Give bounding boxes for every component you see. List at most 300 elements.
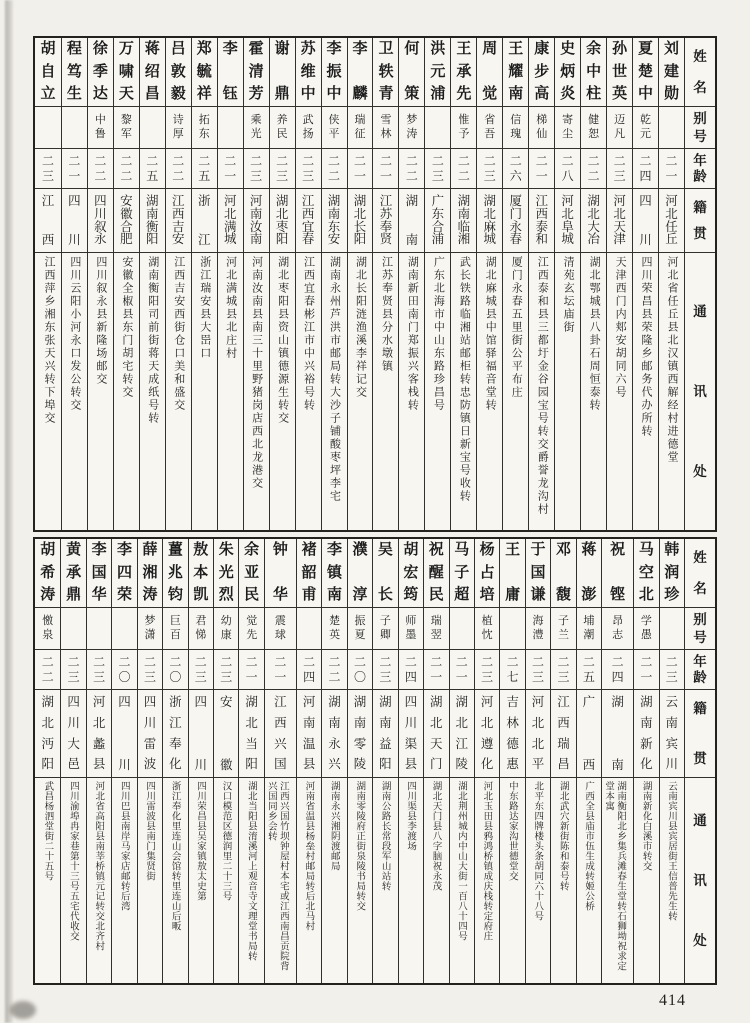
person-address: 湖北当阳县淯溪河上观音寺文理堂书局转 bbox=[245, 781, 256, 961]
person-age: 二 一 bbox=[265, 649, 296, 689]
person-native-place: 厦 门 永 春 bbox=[503, 188, 528, 252]
person-name: 祝 铿 bbox=[610, 542, 626, 603]
person-column bbox=[606, 38, 632, 530]
person-column bbox=[139, 38, 165, 530]
person-alias bbox=[450, 607, 474, 649]
person-age: 二 一 bbox=[450, 649, 474, 689]
person-address-cell bbox=[348, 252, 373, 530]
person-address-cell bbox=[577, 777, 601, 983]
person-name: 李 麟 bbox=[352, 41, 368, 102]
person-age: 二 一 bbox=[659, 148, 684, 188]
person-column bbox=[35, 38, 61, 530]
person-age: 二 四 bbox=[297, 649, 321, 689]
person-alias: 子 兰 bbox=[551, 607, 575, 649]
person-alias: 乾 元 bbox=[633, 106, 658, 148]
person-address-cell bbox=[399, 252, 424, 530]
person-alias: 黎 军 bbox=[114, 106, 139, 148]
person-native-place: 湖 北 沔 阳 bbox=[35, 689, 60, 777]
person-native-place: 河 北 任 丘 bbox=[659, 188, 684, 252]
person-address: 四川叙永县新隆场邮交 bbox=[94, 256, 107, 386]
person-alias: 梦 涛 bbox=[399, 106, 424, 148]
person-native-place: 河 南 温 县 bbox=[297, 689, 321, 777]
person-address: 河北省高阳县南莘桥镇元记转交北齐村 bbox=[93, 781, 104, 951]
person-native-place: 四 川 bbox=[112, 689, 136, 777]
person-column bbox=[113, 38, 139, 530]
person-name: 敖 本 凯 bbox=[193, 542, 209, 603]
person-address-cell bbox=[424, 777, 448, 983]
person-column bbox=[398, 539, 423, 983]
person-address-cell bbox=[239, 777, 263, 983]
person-column bbox=[424, 38, 450, 530]
directory-sheet bbox=[33, 36, 717, 985]
person-alias: 迈 凡 bbox=[607, 106, 632, 148]
person-alias bbox=[659, 106, 684, 148]
person-address-cell bbox=[551, 777, 575, 983]
person-alias: 楚 英 bbox=[322, 607, 346, 649]
person-name: 夏 楚 中 bbox=[638, 41, 654, 102]
person-column bbox=[554, 38, 580, 530]
person-age: 二 三 bbox=[214, 649, 238, 689]
person-column bbox=[580, 38, 606, 530]
person-address-cell bbox=[475, 777, 499, 983]
person-alias: 诗 厚 bbox=[166, 106, 191, 148]
person-age: 二 〇 bbox=[163, 649, 187, 689]
person-age: 二 一 bbox=[348, 148, 373, 188]
person-address: 湖南新化白溪市转交 bbox=[640, 781, 651, 871]
person-column bbox=[188, 539, 213, 983]
directory-table-top bbox=[33, 36, 717, 532]
person-native-place: 四 川 bbox=[189, 689, 213, 777]
person-column bbox=[321, 539, 346, 983]
person-name: 杨 占 培 bbox=[479, 542, 495, 603]
person-column bbox=[576, 539, 601, 983]
person-name: 钟 华 bbox=[272, 542, 288, 603]
person-address: 安徽全椒县东门胡宅转交 bbox=[120, 256, 133, 399]
row-label-name: 姓 名 bbox=[693, 550, 707, 596]
person-native-place: 云 南 宾 川 bbox=[660, 689, 684, 777]
row-label-native-place: 籍 贯 bbox=[685, 689, 715, 777]
person-alias: 植 忱 bbox=[475, 607, 499, 649]
person-name: 李 镇 南 bbox=[327, 542, 343, 603]
person-native-place: 安 徽 合 肥 bbox=[114, 188, 139, 252]
person-column bbox=[87, 38, 113, 530]
person-native-place: 四 川 bbox=[633, 188, 658, 252]
person-native-place: 湖 南 临 湘 bbox=[451, 188, 476, 252]
person-column bbox=[162, 539, 187, 983]
person-age: 二 三 bbox=[35, 148, 61, 188]
person-address: 湖南公路长常段军山站转 bbox=[379, 781, 390, 891]
person-address-cell bbox=[450, 777, 474, 983]
person-age: 二 二 bbox=[114, 148, 139, 188]
person-alias: 憿 泉 bbox=[35, 607, 60, 649]
person-age: 二 三 bbox=[87, 649, 111, 689]
person-age: 二 五 bbox=[140, 148, 165, 188]
person-age: 二 三 bbox=[270, 148, 295, 188]
person-name: 蒋 绍 昌 bbox=[144, 41, 160, 102]
person-age: 二 三 bbox=[244, 148, 269, 188]
person-age: 二 三 bbox=[607, 148, 632, 188]
person-address: 江西兴国竹坝钟屋村本宅或江西南昌贡院背兴国同乡会转 bbox=[265, 781, 288, 971]
person-age: 二 二 bbox=[581, 148, 606, 188]
person-age: 二 一 bbox=[424, 649, 448, 689]
person-native-place: 湖 北 长 阳 bbox=[348, 188, 373, 252]
person-alias: 中 鲁 bbox=[88, 106, 113, 148]
person-native-place: 江 西 泰 和 bbox=[529, 188, 554, 252]
person-column bbox=[165, 38, 191, 530]
person-address-cell bbox=[526, 777, 550, 983]
person-address-cell bbox=[500, 777, 524, 983]
person-column bbox=[295, 38, 321, 530]
person-name: 李 振 中 bbox=[326, 41, 342, 102]
person-native-place: 四 川 bbox=[62, 188, 87, 252]
person-column bbox=[423, 539, 448, 983]
person-address: 广东北海市中山东路珍昌号 bbox=[432, 256, 445, 412]
person-native-place: 安 徽 bbox=[214, 689, 238, 777]
person-address-cell bbox=[373, 252, 398, 530]
person-column bbox=[633, 539, 658, 983]
page-number: 414 bbox=[659, 992, 686, 1009]
person-address: 武昌杨泗堂街二十五号 bbox=[42, 781, 53, 881]
person-name: 黄 承 鼎 bbox=[66, 542, 82, 603]
person-address: 浙江奉化里连山会馆转里连山后畈 bbox=[169, 781, 180, 931]
person-alias: 子 卿 bbox=[373, 607, 397, 649]
person-alias: 昂 志 bbox=[602, 607, 633, 649]
person-column bbox=[347, 539, 372, 983]
person-name: 李 国 华 bbox=[91, 542, 107, 603]
person-age: 二 二 bbox=[166, 148, 191, 188]
person-address-cell bbox=[634, 777, 658, 983]
person-age: 二 四 bbox=[399, 649, 423, 689]
person-native-place: 湖 北 江 陵 bbox=[450, 689, 474, 777]
person-address-cell bbox=[163, 777, 187, 983]
person-address: 广西全县庙市伍生成转姬公桥 bbox=[583, 781, 594, 911]
person-native-place: 江 西 瑞 昌 bbox=[551, 689, 575, 777]
person-column bbox=[528, 38, 554, 530]
person-name: 胡 希 涛 bbox=[40, 542, 56, 603]
person-address-cell bbox=[297, 777, 321, 983]
person-address: 北平东四牌楼头条胡同六十八号 bbox=[532, 781, 543, 921]
person-name: 胡 自 立 bbox=[40, 41, 56, 102]
person-alias: 震 球 bbox=[265, 607, 296, 649]
person-alias bbox=[87, 607, 111, 649]
person-address: 河北省任丘县北汉镇西解经村进德堂 bbox=[665, 256, 678, 464]
person-column bbox=[61, 38, 87, 530]
person-column bbox=[499, 539, 524, 983]
person-address: 四川荣昌县吴家镇敖太史第 bbox=[195, 781, 206, 901]
person-address: 四川渝埠冉家巷第十三号五宅代收交 bbox=[67, 781, 78, 941]
person-alias bbox=[500, 607, 524, 649]
person-name: 王 庸 bbox=[505, 542, 521, 603]
person-address-cell bbox=[244, 252, 269, 530]
person-name: 孙 世 英 bbox=[612, 41, 628, 102]
scan-corner-smudge bbox=[10, 1001, 36, 1019]
person-address: 厦门永春五里街公平布庄 bbox=[510, 256, 523, 399]
row-label-alias: 别 号 bbox=[685, 106, 715, 148]
person-native-place: 湖 北 天 门 bbox=[424, 689, 448, 777]
person-alias: 乘 光 bbox=[244, 106, 269, 148]
person-column bbox=[191, 38, 217, 530]
person-alias bbox=[297, 607, 321, 649]
person-address: 天津西门内郏安胡同六号 bbox=[614, 256, 627, 399]
person-address-cell bbox=[138, 777, 162, 983]
person-age: 二 一 bbox=[634, 649, 658, 689]
person-age: 二 二 bbox=[451, 148, 476, 188]
person-alias bbox=[140, 106, 165, 148]
person-address-cell bbox=[114, 252, 139, 530]
person-alias: 侠 平 bbox=[322, 106, 347, 148]
person-column bbox=[243, 38, 269, 530]
person-column bbox=[550, 539, 575, 983]
person-column bbox=[372, 539, 397, 983]
person-address: 中东路达家沟世德堂交 bbox=[506, 781, 517, 881]
person-native-place: 河 北 遵 化 bbox=[475, 689, 499, 777]
person-native-place: 湖 北 麻 城 bbox=[477, 188, 502, 252]
person-age: 二 〇 bbox=[112, 649, 136, 689]
person-native-place: 浙 江 bbox=[192, 188, 217, 252]
person-address: 湖南永兴湘阴渡邮局 bbox=[328, 781, 339, 871]
person-alias bbox=[62, 106, 87, 148]
person-native-place: 河 北 北 平 bbox=[526, 689, 550, 777]
person-address: 河南省温县杨垒村邮局转后北马村 bbox=[303, 781, 314, 931]
person-address: 湖北武穴新街陈和泰号转 bbox=[557, 781, 568, 891]
person-address-cell bbox=[660, 777, 684, 983]
person-name: 史 炳 炎 bbox=[560, 41, 576, 102]
person-native-place: 吉 林 德 惠 bbox=[500, 689, 524, 777]
person-age: 二 五 bbox=[577, 649, 601, 689]
person-name: 褚 韶 甫 bbox=[301, 542, 317, 603]
person-address: 河北满城县北庄村 bbox=[224, 256, 237, 360]
person-column bbox=[60, 539, 85, 983]
person-address: 湖南新田南门郑振兴客栈转 bbox=[406, 256, 419, 412]
person-column bbox=[269, 38, 295, 530]
person-age: 二 三 bbox=[138, 649, 162, 689]
person-age: 二 二 bbox=[88, 148, 113, 188]
person-native-place: 江 西 宜 春 bbox=[296, 188, 321, 252]
person-column bbox=[659, 539, 684, 983]
row-label-column bbox=[684, 539, 715, 983]
person-native-place: 湖 南 东 安 bbox=[322, 188, 347, 252]
person-alias bbox=[660, 607, 684, 649]
person-alias: 巨 百 bbox=[163, 607, 187, 649]
person-native-place: 湖 北 大 冶 bbox=[581, 188, 606, 252]
person-address-cell bbox=[348, 777, 372, 983]
person-address: 清苑玄坛庙街 bbox=[562, 256, 575, 334]
person-column bbox=[525, 539, 550, 983]
person-name: 蒋 澎 bbox=[581, 542, 597, 603]
person-native-place: 四 川 雷 波 bbox=[138, 689, 162, 777]
person-address-cell bbox=[88, 252, 113, 530]
person-column bbox=[372, 38, 398, 530]
person-address: 四川巴县南岸马家店邮转后湾 bbox=[118, 781, 129, 911]
person-native-place: 江 西 bbox=[35, 188, 61, 252]
person-name: 康 步 高 bbox=[534, 41, 550, 102]
person-age: 二 三 bbox=[477, 148, 502, 188]
person-name: 邓 馥 bbox=[555, 542, 571, 603]
person-address-cell bbox=[35, 777, 60, 983]
person-age: 二 〇 bbox=[348, 649, 372, 689]
person-name: 洪 元 浦 bbox=[430, 41, 446, 102]
person-alias: 学 愚 bbox=[634, 607, 658, 649]
person-alias: 振 夏 bbox=[348, 607, 372, 649]
person-age: 二 二 bbox=[322, 148, 347, 188]
person-name: 李 四 荣 bbox=[117, 542, 133, 603]
person-age: 二 三 bbox=[526, 649, 550, 689]
person-age: 二 二 bbox=[399, 148, 424, 188]
person-address: 汉口模范区德润里二十三号 bbox=[220, 781, 231, 901]
person-age: 二 三 bbox=[373, 649, 397, 689]
person-name: 徐 季 达 bbox=[92, 41, 108, 102]
row-label-column bbox=[684, 38, 715, 530]
person-native-place: 河 南 汝 南 bbox=[244, 188, 269, 252]
person-age: 二 一 bbox=[62, 148, 87, 188]
person-alias: 梯 仙 bbox=[529, 106, 554, 148]
person-address-cell bbox=[503, 252, 528, 530]
person-alias bbox=[61, 607, 85, 649]
person-address: 四川荣昌县荣隆乡邮务代办所转 bbox=[640, 256, 653, 438]
person-address: 湖北荆州城内中山大街一百八十四号 bbox=[455, 781, 466, 941]
person-age: 二 三 bbox=[61, 649, 85, 689]
person-native-place: 江 西 兴 国 bbox=[265, 689, 296, 777]
person-name: 薑 兆 钧 bbox=[167, 542, 183, 603]
person-column bbox=[476, 38, 502, 530]
person-alias: 觉 先 bbox=[239, 607, 263, 649]
person-address: 湖北天门县八字脑祝永茂 bbox=[430, 781, 441, 891]
row-label-age: 年 龄 bbox=[685, 148, 715, 188]
person-native-place: 湖 北 枣 阳 bbox=[270, 188, 295, 252]
person-address: 河南汝南县南三十里野猪岗店西北龙港交 bbox=[250, 256, 263, 490]
person-address-cell bbox=[112, 777, 136, 983]
person-age: 二 三 bbox=[296, 148, 321, 188]
person-column bbox=[238, 539, 263, 983]
person-name: 王 耀 南 bbox=[508, 41, 524, 102]
row-label-address: 通 讯 处 bbox=[685, 252, 715, 530]
person-address-cell bbox=[166, 252, 191, 530]
person-column bbox=[86, 539, 111, 983]
person-native-place: 广 东 合 浦 bbox=[425, 188, 450, 252]
person-alias: 养 民 bbox=[270, 106, 295, 148]
person-column bbox=[474, 539, 499, 983]
row-label-address: 通 讯 处 bbox=[685, 777, 715, 983]
person-column bbox=[502, 38, 528, 530]
person-age: 二 一 bbox=[218, 148, 243, 188]
person-name: 何 策 bbox=[404, 41, 420, 102]
person-address-cell bbox=[214, 777, 238, 983]
person-age: 二 一 bbox=[529, 148, 554, 188]
person-alias: 信 瑰 bbox=[503, 106, 528, 148]
person-native-place: 湖 南 bbox=[399, 188, 424, 252]
person-name: 马 子 超 bbox=[454, 542, 470, 603]
row-label-name: 姓 名 bbox=[693, 49, 707, 95]
person-address-cell bbox=[399, 777, 423, 983]
person-address-cell bbox=[296, 252, 321, 530]
row-label-native-place: 籍 贯 bbox=[685, 188, 715, 252]
person-address-cell bbox=[140, 252, 165, 530]
person-age: 二 三 bbox=[425, 148, 450, 188]
person-address-cell bbox=[189, 777, 213, 983]
person-alias: 梦 潇 bbox=[138, 607, 162, 649]
person-name: 谢 鼎 bbox=[274, 41, 290, 102]
person-name: 马 空 北 bbox=[638, 542, 654, 603]
person-address-cell bbox=[602, 777, 633, 983]
person-address-cell bbox=[529, 252, 554, 530]
person-address: 湖北鄂城县八卦石周恒泰转 bbox=[588, 256, 601, 412]
person-age: 二 四 bbox=[602, 649, 633, 689]
person-address: 湖北枣阳县资山镇德源生转交 bbox=[276, 256, 289, 425]
person-age: 二 八 bbox=[555, 148, 580, 188]
person-alias: 寄 尘 bbox=[555, 106, 580, 148]
person-column bbox=[658, 38, 684, 530]
person-address: 江西萍乡湘东张天兴转下埠交 bbox=[42, 256, 55, 425]
person-alias: 省 吾 bbox=[477, 106, 502, 148]
person-address-cell bbox=[35, 252, 61, 530]
person-name: 吕 敦 毅 bbox=[170, 41, 186, 102]
person-address: 浙江瑞安县大岊口 bbox=[198, 256, 211, 360]
person-native-place: 四 川 渠 县 bbox=[399, 689, 423, 777]
person-name: 苏 维 中 bbox=[300, 41, 316, 102]
person-address: 湖南衡阳司前街蒋天成纸号转 bbox=[146, 256, 159, 425]
person-column bbox=[296, 539, 321, 983]
person-alias: 海 澧 bbox=[526, 607, 550, 649]
person-alias bbox=[112, 607, 136, 649]
person-address-cell bbox=[87, 777, 111, 983]
person-native-place: 湖 南 bbox=[602, 689, 633, 777]
person-name: 濮 淳 bbox=[352, 542, 368, 603]
person-name: 卫 轶 青 bbox=[378, 41, 394, 102]
person-age: 二 二 bbox=[35, 649, 60, 689]
person-age: 二 一 bbox=[373, 148, 398, 188]
person-address: 江西宜春彬江市中兴裕号转 bbox=[302, 256, 315, 412]
person-native-place: 河 北 蠡 县 bbox=[87, 689, 111, 777]
person-alias: 师 墨 bbox=[399, 607, 423, 649]
person-address-cell bbox=[477, 252, 502, 530]
person-alias: 瑞 翌 bbox=[424, 607, 448, 649]
person-age: 二 三 bbox=[475, 649, 499, 689]
person-address-cell bbox=[192, 252, 217, 530]
person-address-cell bbox=[265, 777, 296, 983]
person-alias: 拓 东 bbox=[192, 106, 217, 148]
person-age: 二 三 bbox=[551, 649, 575, 689]
person-column bbox=[321, 38, 347, 530]
person-native-place: 浙 江 奉 化 bbox=[163, 689, 187, 777]
person-address: 湖南零陵府正街泉陵书局转交 bbox=[354, 781, 365, 911]
person-alias bbox=[218, 106, 243, 148]
row-label-age: 年 龄 bbox=[685, 649, 715, 689]
person-address: 湖南衡阳北乡集兵滩春生堂转石狮坳祝求定堂本寓 bbox=[603, 781, 626, 971]
person-name: 祝 醒 民 bbox=[428, 542, 444, 603]
person-address: 江西泰和县三都圩金谷园宝号转交爵誉龙沟村 bbox=[536, 256, 549, 516]
person-native-place: 河 北 天 津 bbox=[607, 188, 632, 252]
person-name: 朱 光 烈 bbox=[218, 542, 234, 603]
person-age: 二 四 bbox=[633, 148, 658, 188]
person-native-place: 四 川 大 邑 bbox=[61, 689, 85, 777]
person-native-place: 广 西 bbox=[577, 689, 601, 777]
scan-edge-shadow bbox=[5, 0, 13, 1023]
person-name: 万 啸 天 bbox=[118, 41, 134, 102]
person-name: 王 承 先 bbox=[456, 41, 472, 102]
person-age: 二 五 bbox=[192, 148, 217, 188]
person-name: 郑 毓 祥 bbox=[196, 41, 212, 102]
person-native-place: 湖 南 零 陵 bbox=[348, 689, 372, 777]
person-native-place: 湖 南 益 阳 bbox=[373, 689, 397, 777]
person-alias: 健 恕 bbox=[581, 106, 606, 148]
person-address-cell bbox=[633, 252, 658, 530]
person-address: 湖北长阳涟渔溪李祥记交 bbox=[354, 256, 367, 399]
person-address: 四川渠县李渡场 bbox=[405, 781, 416, 851]
person-age: 二 三 bbox=[189, 649, 213, 689]
person-native-place: 湖 南 永 兴 bbox=[322, 689, 346, 777]
person-name: 余 中 柱 bbox=[586, 41, 602, 102]
person-name: 程 笃 生 bbox=[66, 41, 82, 102]
